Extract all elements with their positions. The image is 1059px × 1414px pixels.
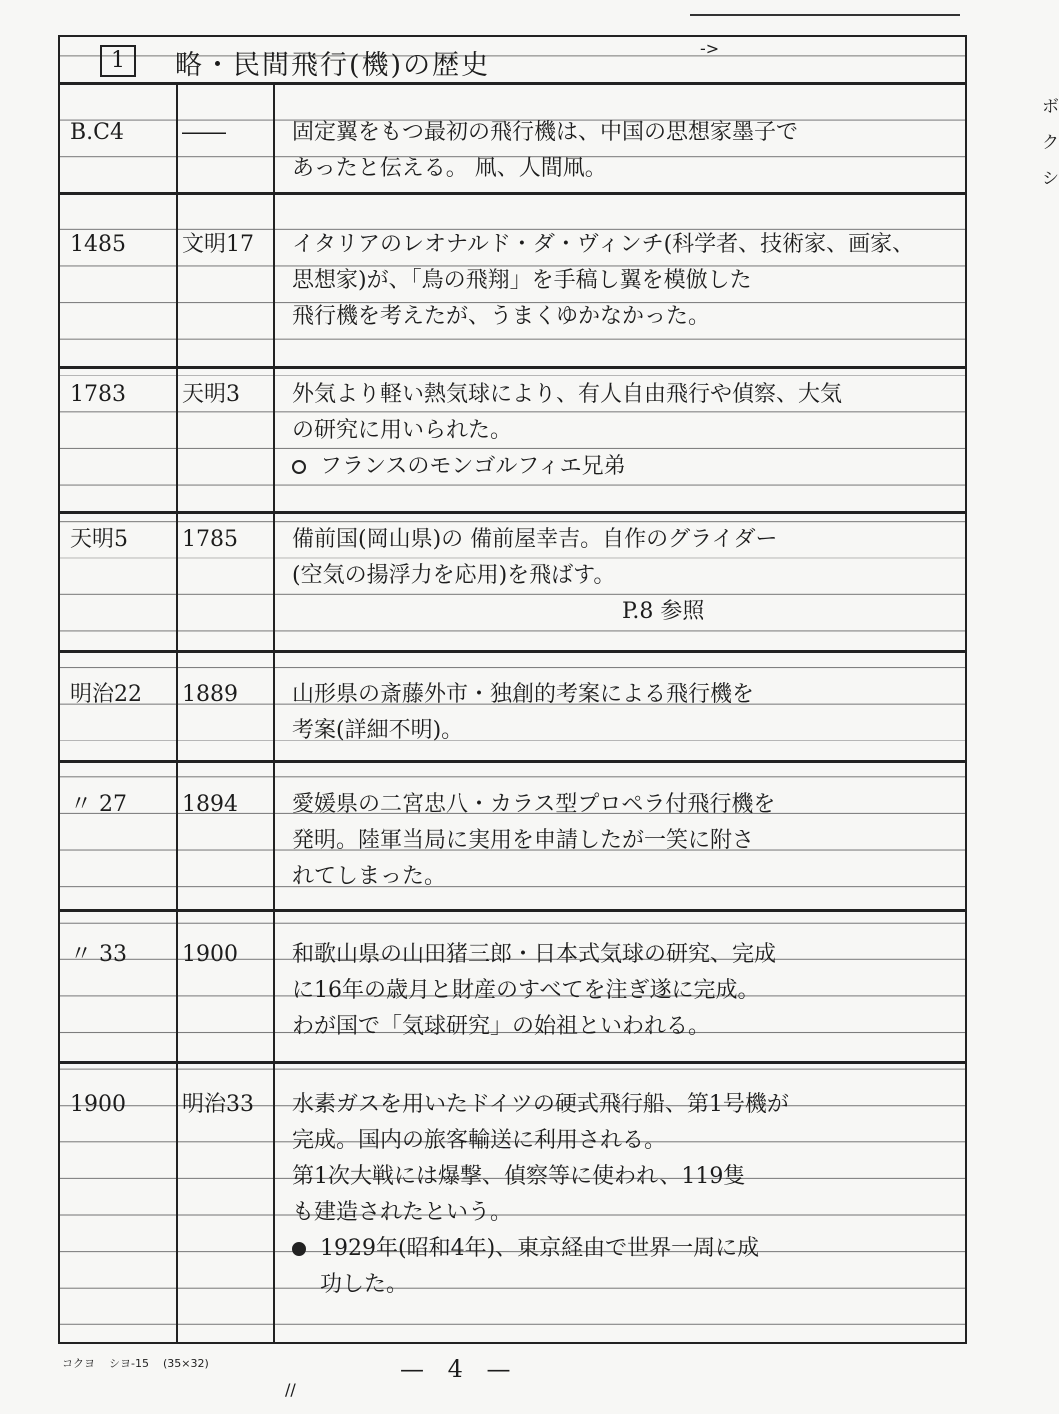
entry-year: 明治22 bbox=[70, 682, 142, 707]
entry-line: 山形県の斎藤外市・独創的考案による飛行機を bbox=[292, 682, 755, 707]
entry-line: 備前国(岡山県)の 備前屋幸吉。自作のグライダー bbox=[292, 527, 778, 552]
entry-line: 和歌山県の山田猪三郎・日本式気球の研究、完成 bbox=[292, 942, 777, 967]
entry-year: 〃 33 bbox=[70, 942, 127, 967]
entry-text bbox=[292, 522, 955, 630]
row-separator bbox=[60, 511, 965, 514]
row-separator bbox=[60, 650, 965, 653]
entry-bullet-line bbox=[292, 1231, 955, 1267]
entry-line: も建造されたという。 bbox=[292, 1200, 513, 1225]
entry-line: 水素ガスを用いたドイツの硬式飛行船、第1号機が bbox=[292, 1092, 789, 1117]
entry-text bbox=[292, 227, 955, 335]
ruby-annotation: ボクシ bbox=[1042, 97, 1059, 189]
entry-line: 考案(詳細不明)。 bbox=[292, 718, 464, 743]
entry-line: 外気より軽い熱気球により、有人自由飛行や偵察、大気 bbox=[292, 382, 843, 407]
column-divider-1 bbox=[176, 82, 178, 1342]
section-number: 1 bbox=[100, 45, 136, 77]
entry-era: 1894 bbox=[182, 792, 238, 817]
arrow-mark: -> bbox=[700, 39, 720, 58]
row-separator bbox=[60, 760, 965, 763]
entry-year: B.C4 bbox=[70, 120, 124, 145]
entry-note: P.8 参照 bbox=[622, 599, 705, 624]
entry-line: 発明。陸軍当局に実用を申請したが一笑に附さ bbox=[292, 828, 755, 853]
entry-line: 功した。 bbox=[320, 1272, 409, 1297]
bullet-text: 1929年(昭和4年)、東京経由で世界一周に成 bbox=[320, 1236, 760, 1261]
entry-era: 明治33 bbox=[182, 1092, 254, 1117]
product-code: シヨ-15 bbox=[109, 1357, 149, 1370]
entry-text bbox=[292, 787, 955, 895]
entry-line: わが国で「気球研究」の始祖といわれる。 bbox=[292, 1014, 711, 1039]
entry-text bbox=[292, 677, 955, 749]
entry-year: 天明5 bbox=[70, 527, 128, 552]
column-divider-2 bbox=[273, 82, 275, 1342]
bullet-icon bbox=[292, 1242, 306, 1256]
bullet-icon bbox=[292, 460, 306, 474]
entry-era: ―― bbox=[182, 120, 226, 145]
entry-year: 1900 bbox=[70, 1092, 126, 1117]
sheet-header bbox=[60, 37, 965, 85]
entry-year: 1783 bbox=[70, 382, 126, 407]
ledger-sheet bbox=[58, 35, 1059, 1344]
row-separator bbox=[60, 1061, 965, 1064]
entry-line: れてしまった。 bbox=[292, 864, 447, 889]
top-rule bbox=[690, 14, 960, 16]
entry-text bbox=[292, 1087, 955, 1303]
entry-line: 完成。国内の旅客輸送に利用される。 bbox=[292, 1128, 667, 1153]
entry-text bbox=[292, 937, 955, 1045]
row-separator bbox=[60, 909, 965, 912]
entry-year: 1485 bbox=[70, 232, 126, 257]
brand-label: コクヨ bbox=[62, 1357, 95, 1370]
entry-line: (空気の揚浮力を応用)を飛ばす。 bbox=[292, 563, 616, 588]
entry-year: 〃 27 bbox=[70, 792, 127, 817]
entry-era: 1889 bbox=[182, 682, 238, 707]
tick-marks: // bbox=[285, 1380, 296, 1399]
entry-era: 天明3 bbox=[182, 382, 240, 407]
entry-era: 1900 bbox=[182, 942, 238, 967]
entry-line: あったと伝える。 凧、人間凧。 bbox=[292, 156, 607, 181]
row-separator bbox=[60, 366, 965, 369]
page-title: 略・民間飛行(機)の歴史 bbox=[175, 50, 491, 81]
entry-line: の研究に用いられた。 bbox=[292, 418, 513, 443]
size-label: (35×32) bbox=[162, 1357, 209, 1370]
entry-line: に16年の歳月と財産のすべてを注ぎ遂に完成。 bbox=[292, 978, 760, 1003]
page-number: — 4 — bbox=[400, 1355, 519, 1383]
entry-era: 文明17 bbox=[182, 232, 254, 257]
row-separator bbox=[60, 192, 965, 195]
entry-era: 1785 bbox=[182, 527, 238, 552]
bullet-text: フランスのモンゴルフィエ兄弟 bbox=[320, 454, 626, 479]
entry-text bbox=[292, 377, 955, 485]
entry-line: 飛行機を考えたが、うまくゆかなかった。 bbox=[292, 304, 711, 329]
entry-text bbox=[292, 97, 1059, 189]
entry-line: 思想家)が、「鳥の飛翔」を手稿し翼を模倣した bbox=[292, 268, 752, 293]
entry-line: 愛媛県の二宮忠八・カラス型プロペラ付飛行機を bbox=[292, 792, 776, 817]
entry-line: 第1次大戦には爆撃、偵察等に使われ、119隻 bbox=[292, 1164, 746, 1189]
entry-bullet-line bbox=[292, 449, 955, 485]
entry-line: イタリアのレオナルド・ダ・ヴィンチ(科学者、技術家、画家、 bbox=[292, 232, 915, 257]
notebook-footer bbox=[62, 1355, 223, 1371]
entry-line: 固定翼をもつ最初の飛行機は、中国の思想家墨子で bbox=[292, 120, 799, 145]
